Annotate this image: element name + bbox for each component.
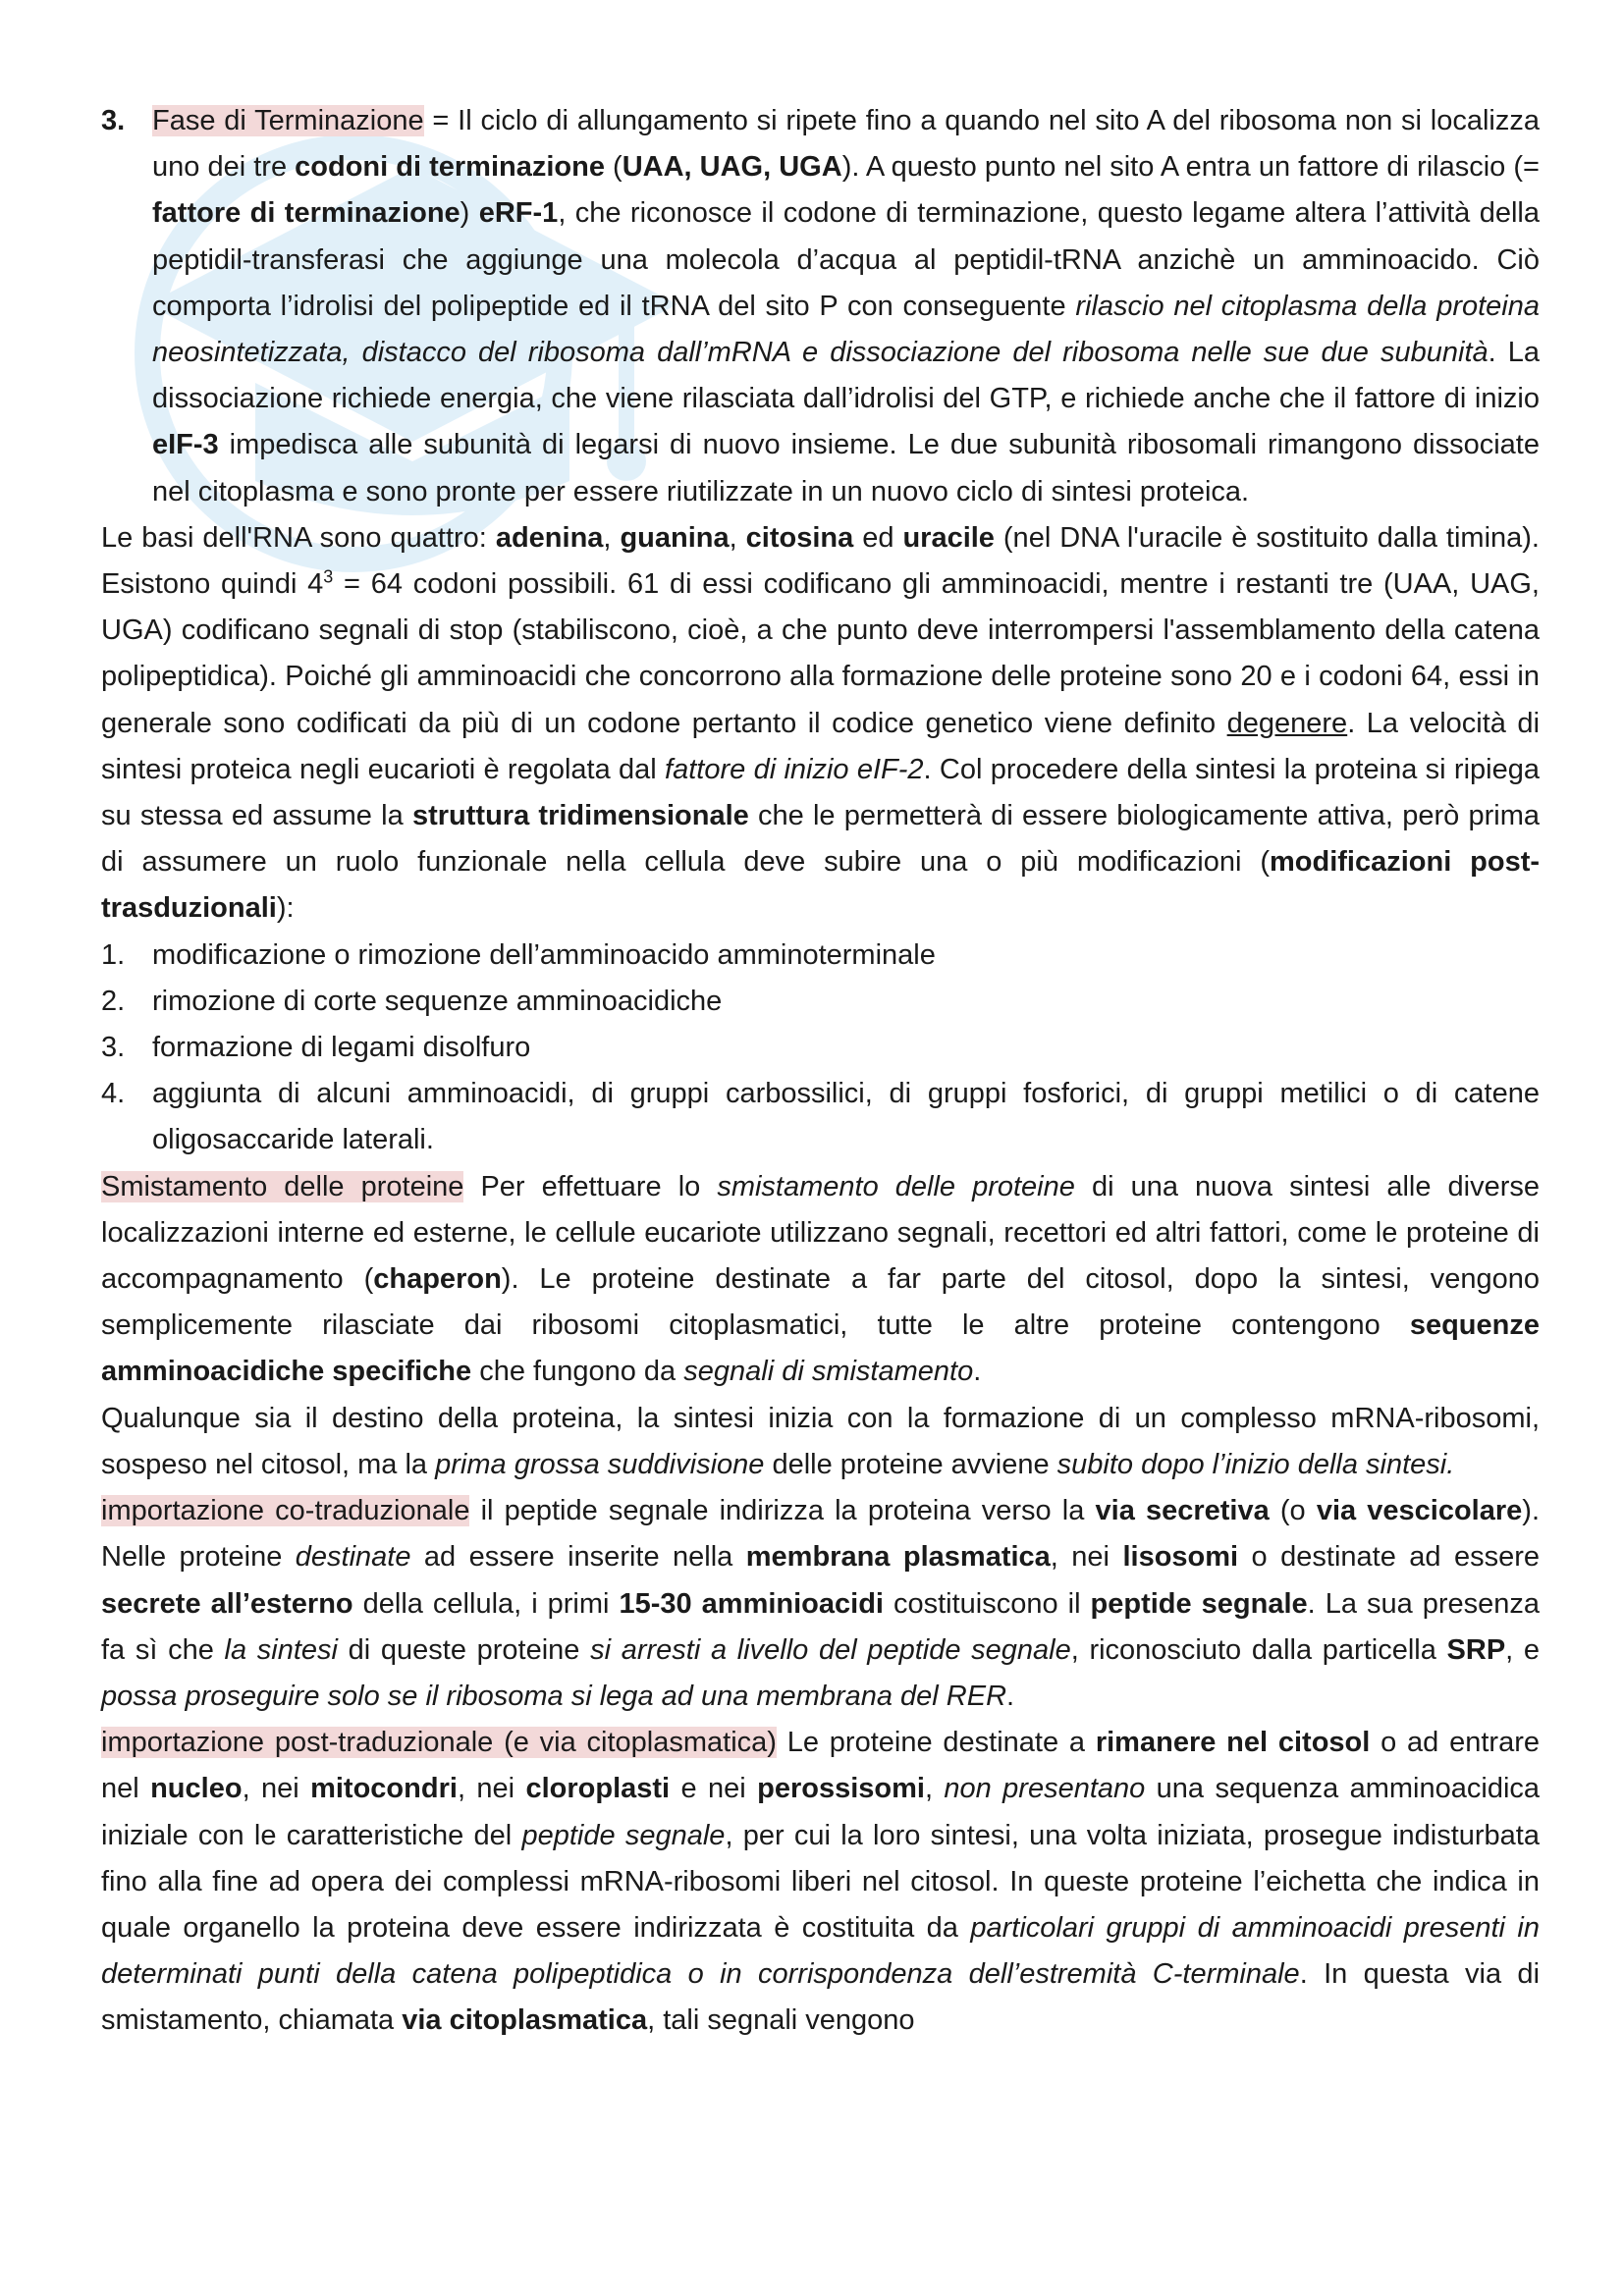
list-item: 4. aggiunta di alcuni amminoacidi, di gruppi carbossilici, di gruppi fosforici, di gruppi metilici o di catene oligosaccaride laterali. xyxy=(101,1078,1540,1156)
list-number: 3. xyxy=(101,105,126,136)
termination-paragraph: 3. Fase di Terminazione = Il ciclo di allungamento si ripete fino a quando nel sito A del ribosoma non si localizza uno dei tre codoni di terminazione (UAA, UAG, UGA). A questo punto nel sito A entra un fattore di rilascio (= fattore di terminazione) eRF-1, che riconosce il codone di terminazione, questo legame altera l’attività della peptidil-transferasi che aggiunge una molecola d’acqua al peptidil-tRNA anzichè un amminoacido. Ciò comporta l’idrolisi del polipeptide ed il tRNA del sito P con conseguente rilascio nel citoplasma della proteina neosintetizzata, distacco del ribosoma dall’mRNA e dissociazione del ribosoma nelle sue due subunità. La dissociazione richiede energia, che viene rilasciata dall’idrolisi del GTP, e richiede anche che il fattore di inizio eIF-3 impedisca alle subunità di legarsi di nuovo insieme. Le due subunità ribosomali rimangono dissociate nel citoplasma e sono pronte per essere riutilizzate in un nuovo ciclo di sintesi proteica. xyxy=(101,98,1540,515)
document-page xyxy=(101,98,1540,2045)
destiny-paragraph: Qualunque sia il destino della proteina, la sintesi inizia con la formazione di un complesso mRNA-ribosomi, sospeso nel citosol, ma la prima grossa suddivisione delle proteine avviene subito dopo l’inizio della sintesi. xyxy=(101,1402,1540,1480)
list-item: 3. formazione di legami disolfuro xyxy=(101,1032,531,1064)
list-item: 1. modificazione o rimozione dell’amminoacido amminoterminale xyxy=(101,938,936,971)
sorting-paragraph: Smistamento delle proteine Per effettuare lo smistamento delle proteine di una nuova sintesi alle diverse localizzazioni interne ed esterne, le cellule eucariote utilizzano segnali, recettori ed altri fattori, come le proteine di accompagnamento (chaperon). Le proteine destinate a far parte del citosol, dopo la sintesi, vengono semplicemente rilasciate dai ribosomi citoplasmatici, tutte le altre proteine contengono sequenze amminoacidiche specifiche che fungono da segnali di smistamento. xyxy=(101,1170,1541,1388)
rna-bases-paragraph: Le basi dell'RNA sono quattro: adenina, guanina, citosina ed uracile (nel DNA l'uracile è sostituito dalla timina). Esistono quindi $4^3 = 64$ codoni possibili. 61 di essi codificano gli amminoacidi, mentre i restanti tre (UAA, UAG, UGA) codificano segnali di stop (stabiliscono, cioè, a che punto deve interrompersi l'assemblamento della catena polipeptidica). Poiché gli amminoacidi che concorrono alla formazione delle proteine sono 20 e i codoni 64, essi in generale sono codificati da più di un codone pertanto il codice genetico viene definito degenere. La velocità di sintesi proteica negli eucarioti è regolata dal fattore di inizio eIF-2. Col procedere della sintesi la proteina si ripiega su stessa ed assume la struttura tridimensionale che le permetterà di essere biologicamente attiva, però prima di assumere un ruolo funzionale nella cellula deve subire una o più modificazioni (modificazioni post-trasduzionali): xyxy=(101,521,1541,925)
cotranslational-paragraph: importazione co-traduzionale il peptide segnale indirizza la proteina verso la via secretiva (o via vescicolare). Nelle proteine destinate ad essere inserite nella membrana plasmatica, nei lisosomi o destinate ad essere secrete all’esterno della cellula, i primi 15-30 amminioacidi costituiscono il peptide segnale. La sua presenza fa sì che la sintesi di queste proteine si arresti a livello del peptide segnale, riconosciuto dalla particella SRP, e possa proseguire solo se il ribosoma si lega ad una membrana del RER. xyxy=(101,1495,1541,1712)
section-title-cotranslational: importazione co-traduzionale xyxy=(101,1495,470,1527)
section-title-sorting: Smistamento delle proteine xyxy=(101,1170,464,1202)
section-title-posttranslational: importazione post-traduzionale (e via citoplasmatica) xyxy=(101,1727,777,1759)
list-item: 2. rimozione di corte sequenze amminoacidiche xyxy=(101,985,723,1017)
section-title-termination: Fase di Terminazione xyxy=(152,105,424,136)
posttranslational-paragraph: importazione post-traduzionale (e via citoplasmatica) Le proteine destinate a rimanere nel citosol o ad entrare nel nucleo, nei mitocondri, nei cloroplasti e nei perossisomi, non presentano una sequenza amminoacidica iniziale con le caratteristiche del peptide segnale, per cui la loro sintesi, una volta iniziata, prosegue indisturbata fino alla fine ad opera dei complessi mRNA-ribosomi liberi nel citosol. In queste proteine l’eichetta che indica in quale organello la proteina deve essere indirizzata è costituita da particolari gruppi di amminoacidi presenti in determinati punti della catena polipeptidica o in corrispondenza dell’estremità C-terminale. In questa via di smistamento, chiamata via citoplasmatica, tali segnali vengono xyxy=(101,1727,1541,2037)
